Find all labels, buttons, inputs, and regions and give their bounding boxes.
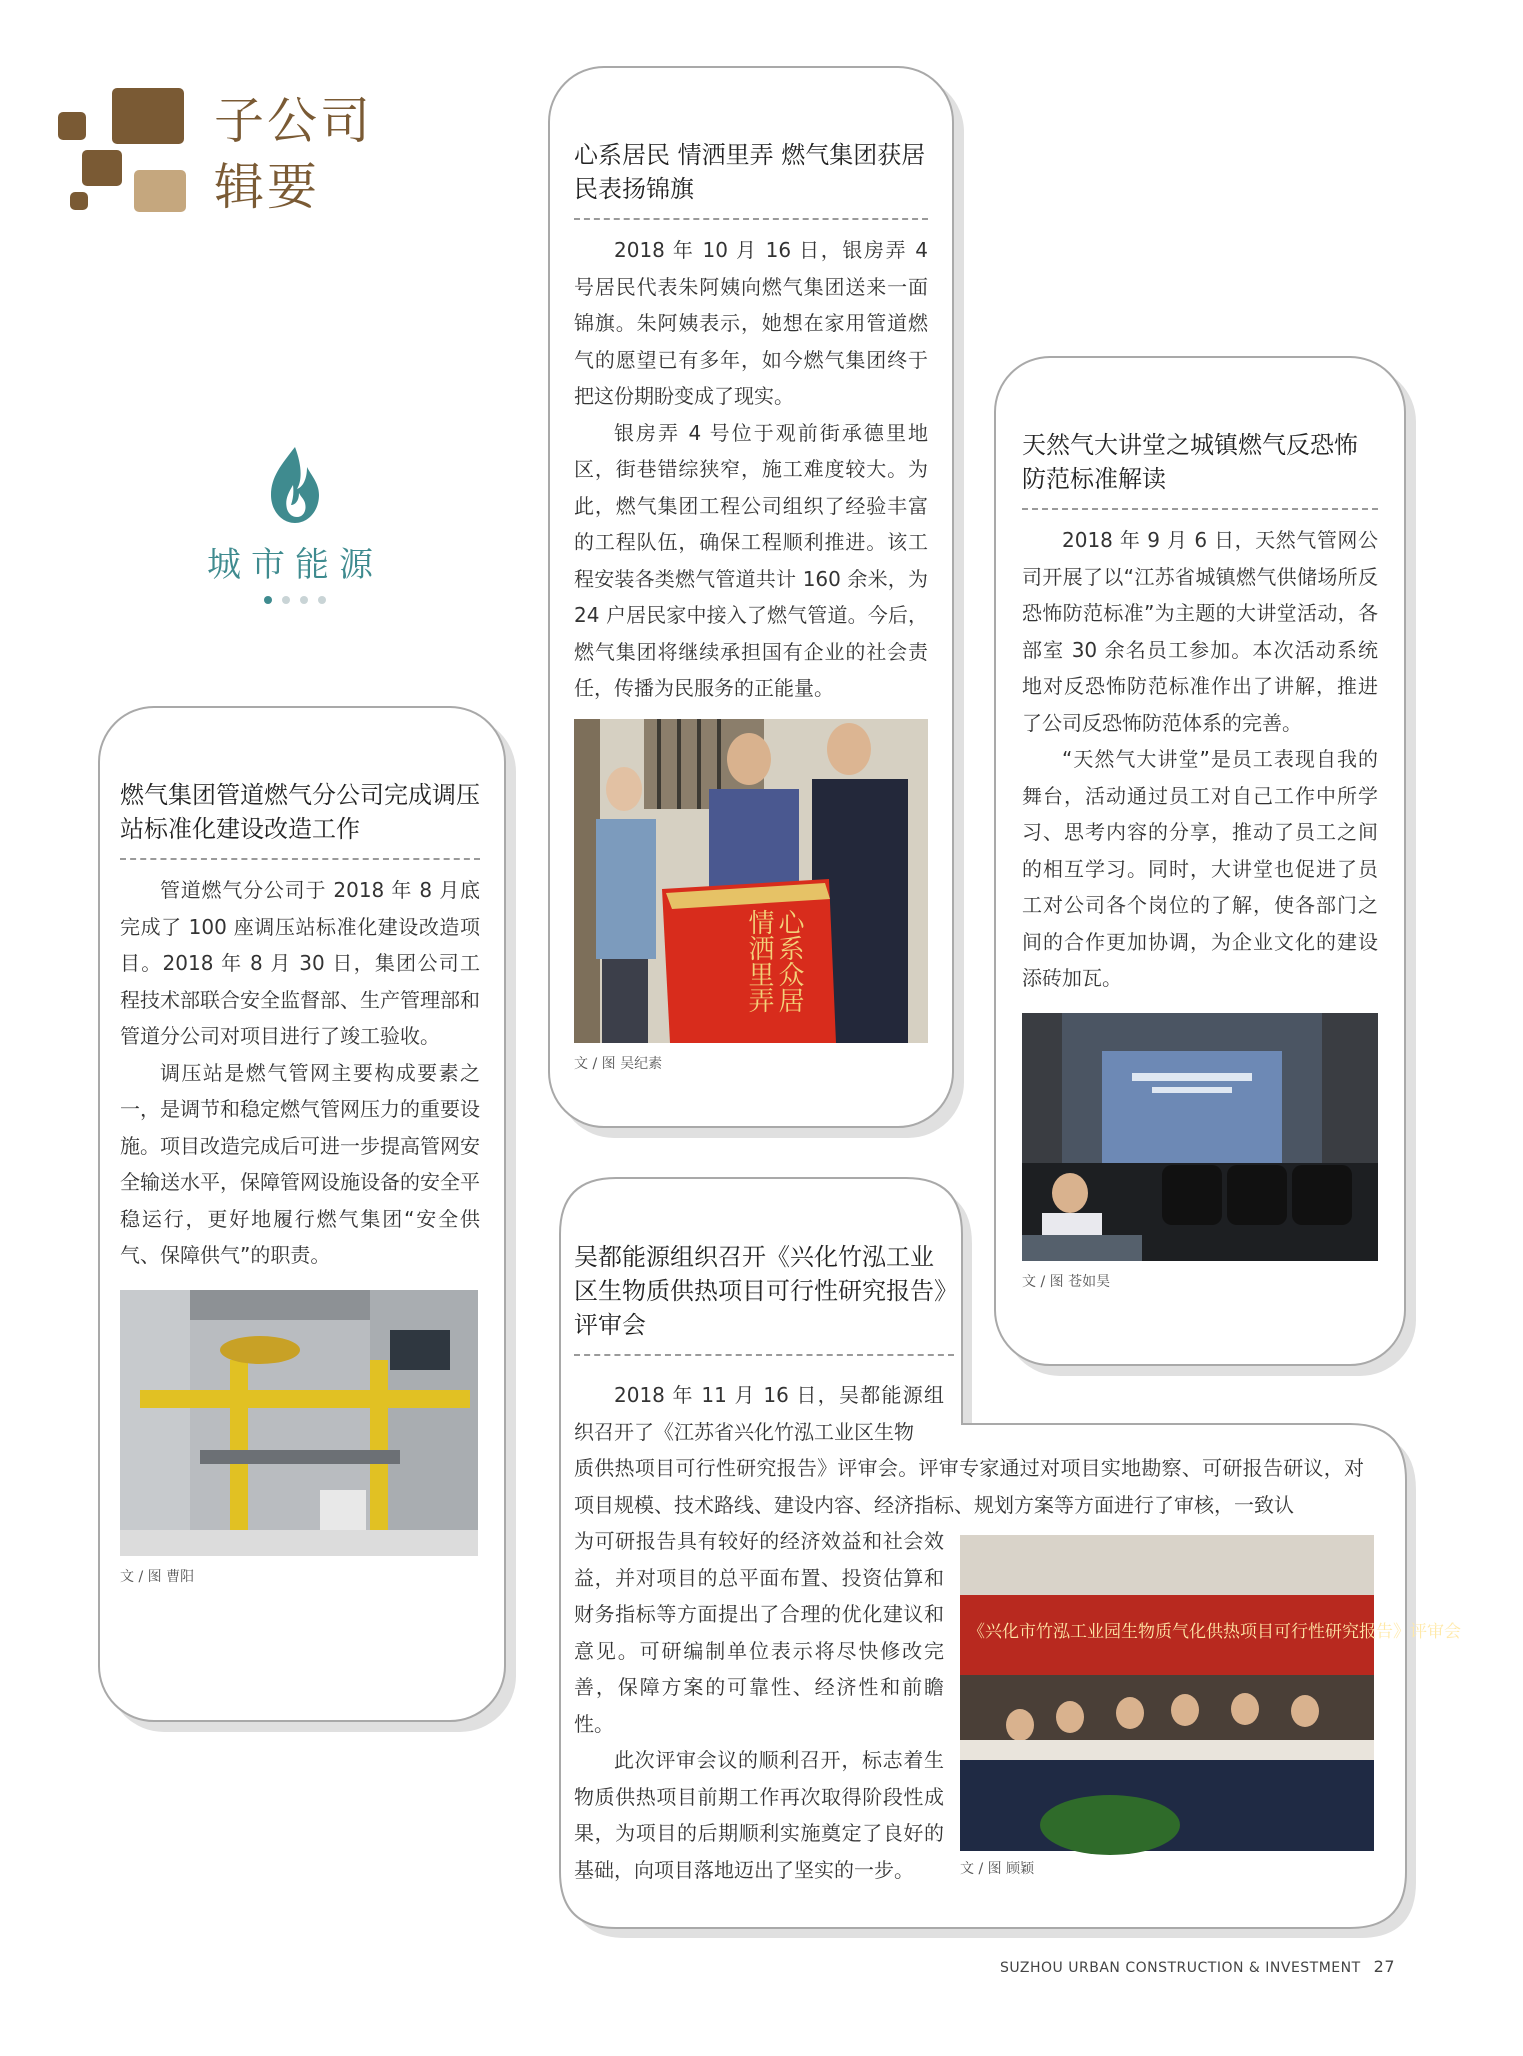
article-paragraph: 调压站是燃气管网主要构成要素之一，是调节和稳定燃气管网压力的重要设施。项目改造完成后可进一步提高管网安全输送水平，保障管网设施设备的安全平稳运行，更好地履行燃气集团“安全供气、保障供气”的职责。 — [120, 1060, 480, 1267]
article-card-review — [574, 1240, 954, 1364]
article-body-review-wide: 质供热项目可行性研究报告》评审会。评审专家通过对项目实地勘察、可研报告研议，对项目规模、技术路线、建设内容、经济指标、规划方案等方面进行了审核，一致认 — [574, 1456, 1364, 1517]
article-body-review-lower — [574, 1523, 944, 1888]
article-paragraph: 管道燃气分公司于 2018 年 8 月底完成了 100 座调压站标准化建设改造项目。2018 年 8 月 30 日，集团公司工程技术部联合安全监督部、生产管理部和管道分公司对项目进行了竣工验收。 — [120, 878, 480, 1048]
divider — [574, 1354, 954, 1356]
page-number: 27 — [1373, 1957, 1395, 1976]
article-title: 天然气大讲堂之城镇燃气反恐怖防范标准解读 — [1022, 431, 1358, 493]
article-title: 心系居民 情洒里弄 燃气集团获居民表扬锦旗 — [574, 141, 926, 203]
article-body-review: 2018 年 11 月 16 日，吴都能源组织召开了《江苏省兴化竹泓工业区生物 — [574, 1383, 944, 1444]
article-title: 吴都能源组织召开《兴化竹泓工业区生物质供热项目可行性研究报告》评审会 — [574, 1243, 946, 1339]
category-label: 城市能源 — [207, 545, 383, 585]
article-paragraph: 2018 年 10 月 16 日，银房弄 4 号居民代表朱阿姨向燃气集团送来一面锦旗。朱阿姨表示，她想在家用管道燃气的愿望已有多年，如今燃气集团终于把这份期盼变成了现实。 — [574, 238, 928, 408]
photo-credit: 文 / 图 顾颖 — [960, 1861, 1035, 1877]
article-paragraph: 此次评审会议的顺利召开，标志着生物质供热项目前期工作再次取得阶段性成果，为项目的后期顺利实施奠定了良好的基础，向项目落地迈出了坚实的一步。 — [574, 1748, 944, 1882]
article-paragraph: 2018 年 9 月 6 日，天然气管网公司开展了以“江苏省城镇燃气供储场所反恐怖防范标准”为主题的大讲堂活动，各部室 30 余名员工参加。本次活动系统地对反恐怖防范标准作出了讲解，推进了公司反恐怖防范体系的完善。 — [1022, 528, 1378, 735]
photo-credit: 文 / 图 曹阳 — [120, 1568, 195, 1585]
magazine-name: SUZHOU URBAN CONSTRUCTION & INVESTMENT — [1000, 1960, 1361, 1976]
article-paragraph: “天然气大讲堂”是员工表现自我的舞台，活动通过员工对自己工作中所学习、思考内容的分享，推动了员工之间的相互学习。同时，大讲堂也促进了员工对公司各个岗位的了解，使各部门之间的合作更加协调，为企业文化的建设添砖加瓦。 — [1022, 747, 1378, 990]
photo-credit: 文 / 图 苍如昊 — [1022, 1273, 1111, 1290]
banner-text: 心系众居 情洒里弄 — [744, 908, 804, 1013]
photo-credit: 文 / 图 吴纪素 — [574, 1055, 663, 1072]
section-title-line2: 辑要 — [214, 158, 320, 216]
review-photo-illustration — [960, 1535, 1461, 1851]
article-title: 燃气集团管道燃气分公司完成调压站标准化建设改造工作 — [120, 781, 480, 843]
review-banner-text: 《兴化市竹泓工业园生物质气化供热项目可行性研究报告》评审会 — [968, 1622, 1461, 1642]
article-paragraph: 银房弄 4 号位于观前街承德里地区，街巷错综狭窄，施工难度较大。为此，燃气集团工程公司组织了经验丰富的工程队伍，确保工程顺利推进。该工程安装各类燃气管道共计 160 余米，为 24 户居民家中接入了燃气管道。今后，燃气集团将继续承担国有企业的社会责任，传播为民服务的正能量。 — [574, 420, 928, 700]
review-photo — [960, 1535, 1461, 1851]
page-footer — [1000, 1957, 1395, 1976]
article-paragraph: 为可研报告具有较好的经济效益和社会效益，并对项目的总平面布置、投资估算和财务指标等方面提出了合理的优化建议和意见。可研编制单位表示将尽快修改完善，保障方案的可靠性、经济性和前瞻性。 — [574, 1529, 944, 1736]
section-title-line1: 子公司 — [214, 92, 373, 150]
